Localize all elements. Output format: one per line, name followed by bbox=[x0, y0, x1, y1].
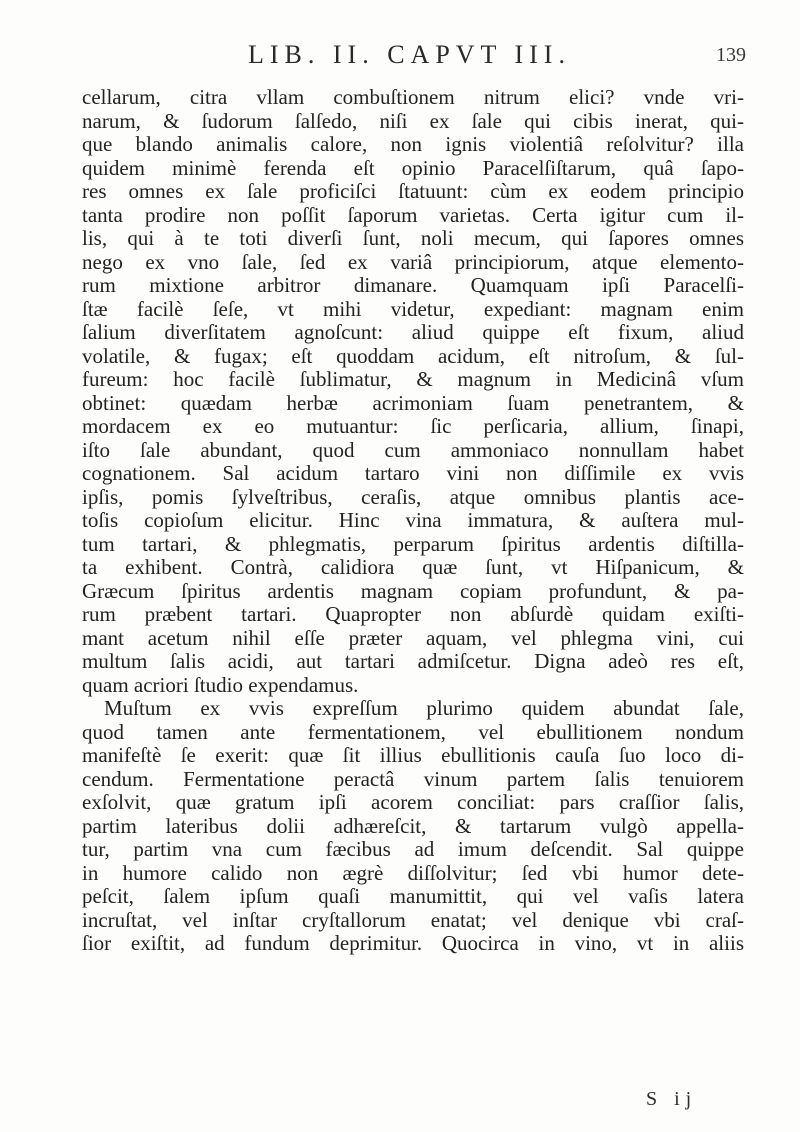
text-line: que blando animalis calore, non ignis violentiâ reſolvitur? illa bbox=[82, 132, 744, 156]
page-number: 139 bbox=[716, 44, 746, 66]
text-line: manifeſtè ſe exerit: quæ ſit illius ebullitionis cauſa ſuo loco di- bbox=[82, 743, 744, 767]
text-line: quod tamen ante fermentationem, vel ebullitionem nondum bbox=[82, 719, 744, 744]
paragraph-end-line: quam acriori ſtudio expendamus. bbox=[82, 672, 359, 697]
text-line: ta exhibent. Contrà, calidiora quæ ſunt, vt Hiſpanicum, & bbox=[82, 555, 744, 579]
text-line: Græcum ſpiritus ardentis magnam copiam profundunt, & pa- bbox=[82, 578, 744, 603]
running-head: LIB. II. CAPVT III. bbox=[248, 40, 571, 69]
text-line: iſto ſale abundant, quod cum ammoniaco nonnullam habet bbox=[82, 437, 744, 462]
body-text bbox=[82, 86, 744, 956]
text-line: toſis copioſum elicitur. Hinc vina immatura, & auſtera mul- bbox=[82, 508, 744, 532]
text-line: peſcit, ſalem ipſum quaſi manumittit, qui vel vaſis latera bbox=[82, 884, 744, 908]
text-line: ſtæ facilè ſeſe, vt mihi videtur, expediant: magnam enim bbox=[82, 296, 744, 321]
text-line: tur, partim vna cum fæcibus ad imum deſcendit. Sal quippe bbox=[82, 837, 744, 861]
text-line: cendum. Fermentatione peractâ vinum partem ſalis tenuiorem bbox=[82, 766, 744, 791]
text-line: exſolvit, quæ gratum ipſi acorem conciliat: pars craſſior ſalis, bbox=[82, 790, 744, 814]
text-line: mordacem ex eo mutuantur: ſic perſicaria, allium, ſinapi, bbox=[82, 414, 744, 438]
signature-mark: S ij bbox=[646, 1088, 698, 1110]
text-line: partim lateribus dolii adhæreſcit, & tartarum vulgò appella- bbox=[82, 813, 744, 838]
text-line: multum ſalis acidi, aut tartari admiſcetur. Digna adeò res eſt, bbox=[82, 649, 744, 673]
text-line: in humore calido non ægrè diſſolvitur; ſed vbi humor dete- bbox=[82, 860, 744, 885]
paragraph-start-line: Muſtum ex vvis expreſſum plurimo quidem abundat ſale, bbox=[104, 696, 744, 720]
text-line: lis, qui à te toti diverſi ſunt, noli mecum, qui ſapores omnes bbox=[82, 226, 744, 250]
text-line: volatile, & fugax; eſt quoddam acidum, eſt nitroſum, & ſul- bbox=[82, 343, 744, 368]
text-line: obtinet: quædam herbæ acrimoniam ſuam penetrantem, & bbox=[82, 390, 744, 415]
text-line: tanta prodire non poſſit ſaporum varietas. Certa igitur cum il- bbox=[82, 202, 744, 227]
text-line: tum tartari, & phlegmatis, perparum ſpiritus ardentis diſtilla- bbox=[82, 531, 744, 556]
text-line: rum præbent tartari. Quapropter non abſurdè quidam exiſti- bbox=[82, 602, 744, 626]
text-line: cellarum, citra vllam combuſtionem nitrum elici? vnde vri- bbox=[82, 85, 744, 109]
text-line: ipſis, pomis ſylveſtribus, ceraſis, atque omnibus plantis ace- bbox=[82, 484, 744, 509]
text-line: narum, & ſudorum ſalſedo, niſi ex ſale qui cibis inerat, qui- bbox=[82, 108, 744, 133]
text-line: res omnes ex ſale proficiſci ſtatuunt: cùm ex eodem principio bbox=[82, 179, 744, 203]
text-line: quidem minimè ferenda eſt opinio Paracelſiſtarum, quâ ſapo- bbox=[82, 155, 744, 180]
text-line: nego ex vno ſale, ſed ex variâ principiorum, atque elemento- bbox=[82, 249, 744, 274]
text-line: incruſtat, vel inſtar cryſtallorum enatat; vel denique vbi craſ- bbox=[82, 907, 744, 932]
text-line: cognationem. Sal acidum tartaro vini non diſſimile ex vvis bbox=[82, 461, 744, 485]
text-line: rum mixtione arbitror dimanare. Quamquam ipſi Paracelſi- bbox=[82, 273, 744, 297]
text-line: fureum: hoc facilè ſublimatur, & magnum in Medicinâ vſum bbox=[82, 367, 744, 391]
text-line: ſalium diverſitatem agnoſcunt: aliud quippe eſt fixum, aliud bbox=[82, 320, 744, 344]
text-line: mant acetum nihil eſſe præter aquam, vel phlegma vini, cui bbox=[82, 625, 744, 650]
text-line: ſior exiſtit, ad fundum deprimitur. Quocirca in vino, vt in aliis bbox=[82, 931, 744, 955]
